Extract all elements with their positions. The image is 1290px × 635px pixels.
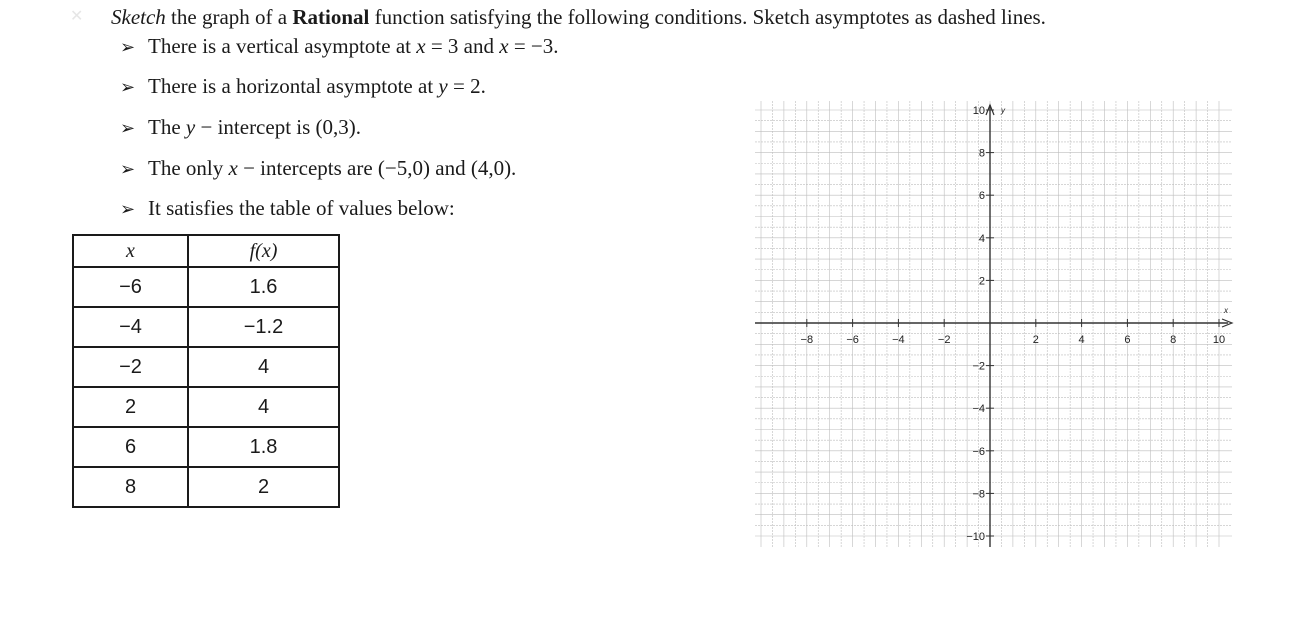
table-row: [73, 307, 339, 347]
x-tick-label: 2: [1032, 334, 1039, 346]
x-tick-label: −8: [800, 334, 814, 346]
faint-watermark-mark: ✕: [70, 8, 84, 25]
values-table: [72, 234, 340, 508]
axes: [755, 105, 1232, 547]
instruction-rational: Rational: [292, 5, 370, 29]
cell-fx: 1.6: [188, 267, 339, 307]
axis-labels: [801, 105, 1229, 543]
y-tick-label: −8: [972, 488, 985, 501]
condition-table: ➢ It satisfies the table of values below:: [120, 196, 455, 220]
y-tick-label: 2: [978, 275, 985, 288]
condition-x-intercepts: ➢ The only x − intercepts are (−5,0) and (4,0).: [120, 156, 517, 180]
cell-x: −6: [73, 267, 188, 307]
y-tick-label: −6: [972, 445, 985, 458]
x-tick-label: −2: [937, 334, 951, 346]
y-tick-label: −10: [966, 531, 985, 543]
x-tick-label: 10: [1212, 334, 1226, 346]
cell-fx: 1.8: [188, 427, 339, 467]
arrowhead-bullet-icon: ➢: [120, 159, 136, 179]
arrowhead-bullet-icon: ➢: [120, 118, 136, 138]
y-tick-label: 4: [978, 232, 985, 245]
condition-y-intercept: ➢ The y − intercept is (0,3).: [120, 115, 362, 139]
cell-x: −2: [73, 347, 188, 387]
cell-x: −4: [73, 307, 188, 347]
arrowhead-bullet-icon: ➢: [120, 199, 136, 219]
y-tick-label: −4: [972, 403, 985, 416]
x-tick-label: 4: [1078, 334, 1085, 346]
cell-x: 2: [73, 387, 188, 427]
arrowhead-bullet-icon: ➢: [120, 37, 136, 57]
table-row: [73, 267, 339, 307]
instruction-part1: the graph of a: [165, 5, 293, 29]
x-tick-label: −4: [892, 334, 905, 346]
coordinate-grid: [745, 95, 1240, 555]
cell-fx: 4: [188, 347, 339, 387]
cell-fx: −1.2: [188, 307, 339, 347]
instruction-text: [111, 5, 1046, 30]
condition-horizontal-asymptote: ➢ There is a horizontal asymptote at y = 2.: [120, 74, 486, 98]
table-row: [73, 427, 339, 467]
y-axis-label: y: [1001, 106, 1005, 115]
instruction-part2: function satisfying the following conditions. Sketch asymptotes as dashed lines.: [369, 5, 1046, 29]
x-tick-label: 8: [1170, 334, 1177, 346]
header-x: x: [73, 235, 188, 267]
x-tick-label: −6: [846, 334, 859, 346]
y-tick-label: 10: [972, 105, 985, 117]
table-header-row: [73, 235, 339, 267]
x-axis-label: x: [1224, 306, 1228, 315]
table-row: [73, 347, 339, 387]
y-tick-label: −2: [972, 360, 985, 373]
header-fx: f(x): [188, 235, 339, 267]
grid-lines: [755, 101, 1232, 547]
cell-x: 6: [73, 427, 188, 467]
table-row: [73, 467, 339, 507]
y-tick-label: 8: [978, 147, 985, 160]
cell-fx: 4: [188, 387, 339, 427]
cell-x: 8: [73, 467, 188, 507]
condition-vertical-asymptote: ➢ There is a vertical asymptote at x = 3 and x = −3.: [120, 34, 559, 58]
instruction-sketch: Sketch: [111, 5, 166, 29]
cell-fx: 2: [188, 467, 339, 507]
table-row: [73, 387, 339, 427]
arrowhead-bullet-icon: ➢: [120, 77, 136, 97]
x-tick-label: 6: [1124, 334, 1131, 346]
y-tick-label: 6: [978, 190, 985, 203]
